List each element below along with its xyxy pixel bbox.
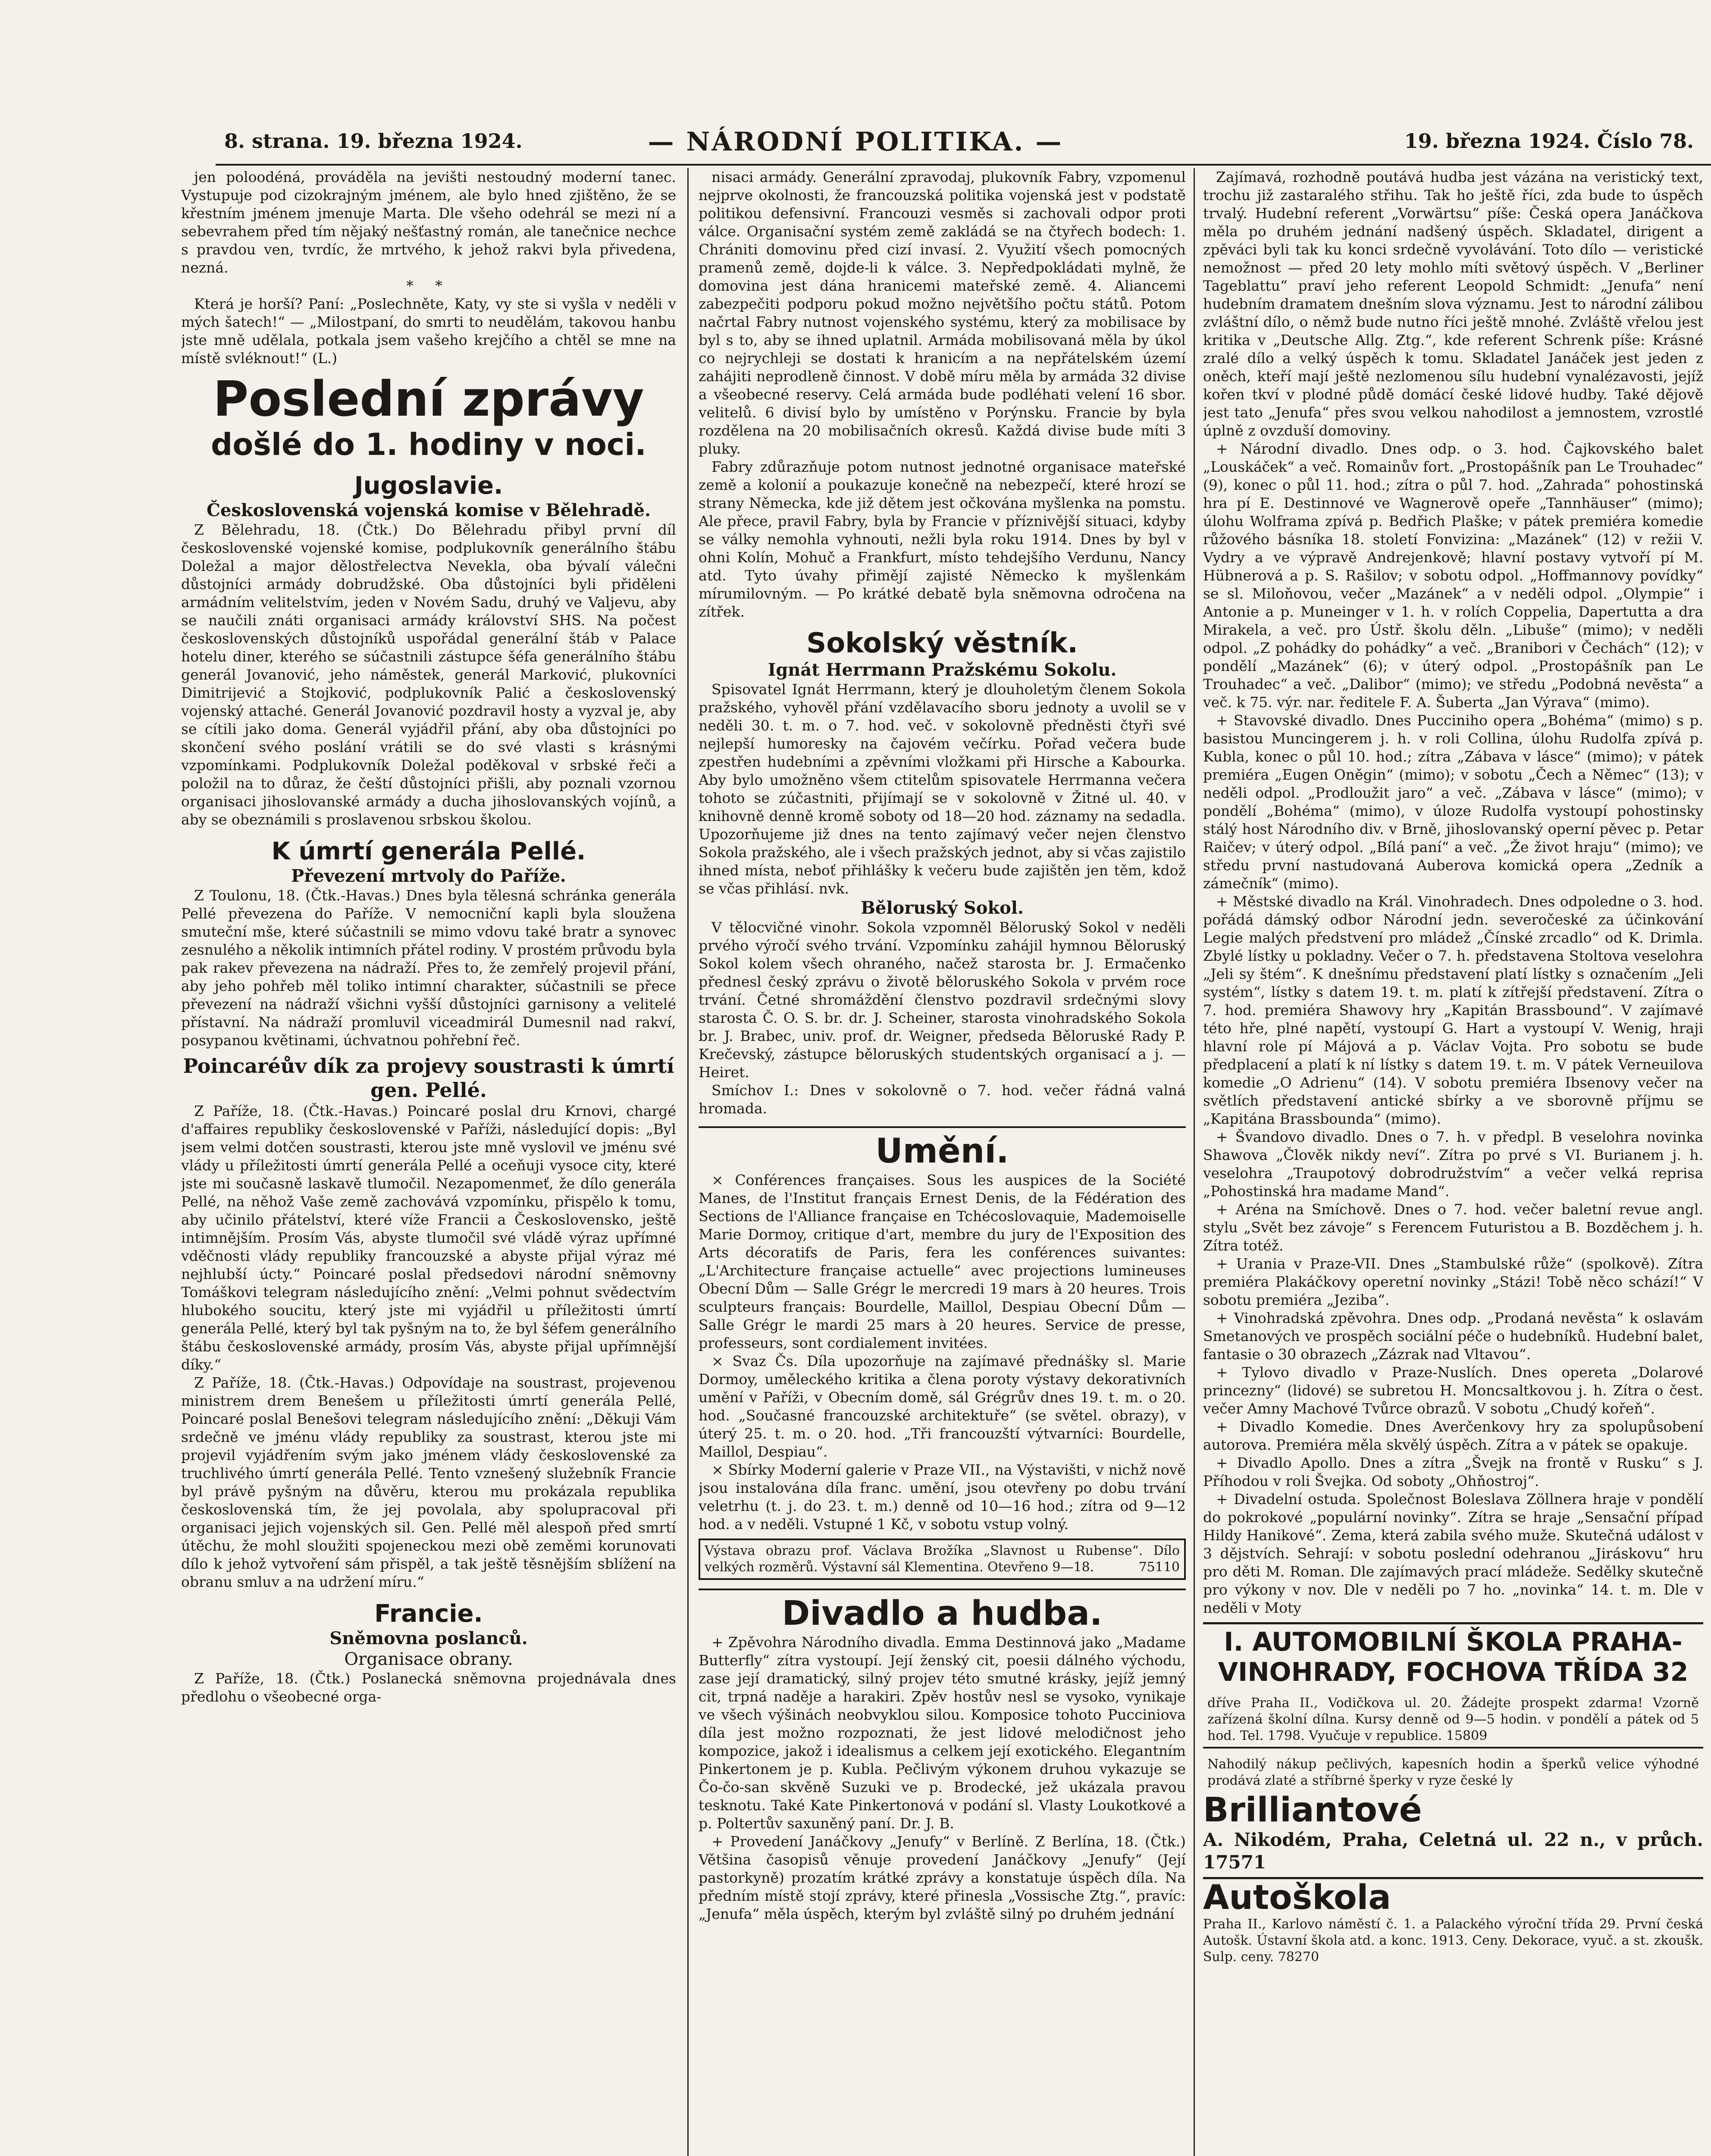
theatre-listing: + Divadlo Komedie. Dnes Averčenkovy hry za spolupůsobení autorova. Premiéra měla skvělý úspěch. Zítra a v pátek se opakuje. <box>1203 1418 1703 1453</box>
article-text: Z Bělehradu, 18. (Čtk.) Do Bělehradu přibyl první díl československé vojenské komise, podplukovník generálního štábu Doležal a major dělostřelectva Nevekla, oba bývalí válečni důstojníci armády dobrudžské. Oba důstojníci byli přiděleni armádním velitelstvím, jeden v Novém Sadu, druhý ve Valjevu, aby se naučili znáti organisaci armády království SHS. Na počest československých důstojníků uspořádal generální štáb v Palace hotelu diner, kterého se súčastnili zástupce šéfa generálního štábu generál Jovanović, jeho náměstek, generál Marković, plukovníci Dimitrijević a Stojković, podplukovník Palić a československý vojenský attaché. Generál Jovanović pozdravil hosty a vyzval je, aby se cítili jako doma. Generál vyjádřil přání, aby oba důstojníci po skončení svého poslání vrátili se do své vlasti s krásnými vzpomínkami. Podplukovník Doležal poděkoval v srbské řeči a položil na to důraz, že čeští důstojníci přišli, aby poznali vzornou organisaci jihoslovanské armády a ducha jihoslovanských vojínů, a aby se obeznámili s proslavenou srbskou školou. <box>181 521 676 828</box>
ad-text: dříve Praha II., Vodičkova ul. 20. Žádejte prospekt zdarma! Vzorně zařízená školní dílna. Kursy denně od 9—5 hodin. v pondělí a pátek od 5 hod. Tel. 1798. Vyučuje v republice. 15809 <box>1203 1692 1703 1749</box>
ad-text: Výstava obrazu prof. Václava Brožíka „Slavnost u Rubense“. Dílo velkých rozměrů. Výstavní sál Klementina. Otevřeno 9—18. <box>705 1543 1180 1575</box>
ad-text: Nahodilý nákup pečlivých, kapesních hodin a šperků velice výhodné prodává zlaté a stříbrné šperky v ryze české ly <box>1207 1757 1699 1788</box>
ad-headline: Autoškola <box>1203 1877 1703 1916</box>
article-text: + Provedení Janáčkovy „Jenufy“ v Berlíně. Z Berlína, 18. (Čtk.) Většina časopisů věnuje provedení Janáčkovy „Jenufy“ (Její pastorkyně) prozatím krátké zprávy a konstatuje úspěch díla. Na předním místě stojí zprávy, které přinesla „Vossische Ztg.“, pravíc: „Jenufa“ měla úspěch, kterým byl zvláště silný po druhém jednání <box>699 1833 1186 1922</box>
ad-number: 75110 <box>1138 1560 1180 1575</box>
headline: K úmrtí generála Pellé. <box>271 837 586 865</box>
article-text: Smíchov I.: Dnes v sokolovně o 7. hod. večer řádná valná hromada. <box>699 1082 1186 1117</box>
theatre-listing: + Švandovo divadlo. Dnes o 7. h. v předpl. B veselohra novinka Shawova „Člověk nikdy neví“. Zítra po prvé s VI. Burianem j. h. veselohra „Traupotový dobrodružstvím“ a večer velká reprisa „Pohostinská hra madame Mand“. <box>1203 1128 1703 1200</box>
section-heading: Sokolský věstník. <box>806 627 1078 659</box>
theatre-listing: + Národní divadlo. Dnes odp. o 3. hod. Čajkovského balet „Louskáček“ a več. Romainův fort. „Prostopášník pan Le Trouhadec“ (9), konec o půl 11. hod.; zítra o půl 7. hod. „Zahrada“ pohostinská hra pí E. Destinnové ve Wagnerově opeře „Tannhäuser“ (mimo); úlohu Wolframa zpívá p. Bedřich Plaške; v pátek premiéra komedie růžového básníka 18. století Fonvizina: „Mazánek“ (12) v režii V. Vydry a ve výpravě Andrejenkově; hlavní postavy vytvoří pí M. Hübnerová a p. S. Rašilov; v sobotu odpol. „Hoffmannovy povídky“ se sl. Miloňovou, večer „Mazánek“ a v neděli odpol. „Olympie“ i Antonie a p. Muneinger v 1. h. v rolích Coppelia, Dapertutta a dra Mirakela, a več. pro Ústř. školu děln. „Libuše“ (mimo); v neděli odpol. „Z pohádky do pohádky“ a več. „Branibori v Čechách“ (12); v pondělí „Mazánek“ (6); v úterý odpol. „Prostopášník pan Le Trouhadec“ a več. „Dalibor“ (mimo); ve středu „Podobná nevěsta“ a več. k 75. výr. nar. ředitele F. A. Šuberta „Jan Výrava“ (mimo). <box>1203 440 1703 711</box>
subheadline: Ignát Herrmann Pražskému Sokolu. <box>768 660 1117 680</box>
header-issue: 19. března 1924. Číslo 78. <box>1404 129 1694 153</box>
section-heading: Umění. <box>699 1126 1186 1171</box>
ad-headline: Brilliantové <box>1203 1791 1422 1830</box>
subheadline: Převezení mrtvoly do Paříže. <box>291 866 566 886</box>
theatre-listing: + Aréna na Smíchově. Dnes o 7. hod. večer baletní revue angl. stylu „Svět bez závoje“ s Ferencem Futuristou a B. Bozděchem j. h. Zítra totéž. <box>1203 1201 1703 1254</box>
theatre-listing: + Vinohradská zpěvohra. Dnes odp. „Prodaná nevěsta“ k oslavám Smetanových ve prospěch sociální péče o hudebníků. Hudební balet, fantasie o 30 obrazech „Zázrak nad Vltavou“. <box>1203 1310 1703 1363</box>
ad-firm: A. Nikodém, Praha, Celetná ul. 22 n., v průch. 17571 <box>1203 1829 1703 1873</box>
article-text: Fabry zdůrazňuje potom nutnost jednotné organisace mateřské země a kolonií a poukazuje konečně na nebezpečí, které hrozí se strany Německa, kde již dětem jest očkována myšlenka na pomstu. Ale přece, pravil Fabry, byla by Francie v příznivější situaci, kdyby se války nemohla vyhnouti, nežli byla roku 1914. Dnes by byl v ohni Kolín, Mohuč a Frankfurt, místo tehdejšího Verdunu, Nancy atd. Tyto úvahy přimějí zajisté Německo k myšlenkám mírumilovným. — Po krátké debatě byla sněmovna odročena na zítřek. <box>699 458 1186 620</box>
article-text: Z Toulonu, 18. (Čtk.-Havas.) Dnes byla tělesná schránka generála Pellé převezena do Paříže. V nemocniční kapli byla sloužena smuteční mše, které súčastnili se mimo vdovu také bratr a synovec zesnulého a několik intimních přátel rodiny. V prostém průvodu byla pak rakev převezena na nádraží. Přes to, že zemřelý projevil přání, aby jeho pohřeb měl toliko intimní charakter, súčastnili se přece převezení na nádraží všichni vyšší důstojníci garnisony a velitelé přístavní. Na nádraží promluvil viceadmirál Dumesnil nad rakví, posypanou květinami, úchvatnou pohřební řeč. <box>181 887 676 1049</box>
article-text: Z Paříže, 18. (Čtk.-Havas.) Odpovídaje na soustrast, projevenou ministrem drem Benešem u příležitosti úmrtí generála Pellé, Poincaré poslal Benešovi telegram následujícího znění: „Děkuji Vám srdečně ve jménu vlády republiky za soustrast, kterou jste mi projevil vyjádřením svým jako jménem vlády československé za truchlivého úmrtí generála Pellé. Tento vznešený služebník Francie byl právě pyšným na důvěru, kterou mu prokázala republika československá tím, že jej povolala, aby spolupracoval při organisaci jejich vojenských sil. Gen. Pellé měl alespoň před smrtí útěchu, že mohl sloužiti spojeneckou mezi obě zeměmi korunovati dílo k jehož vytvoření sám přispěl, a tak ještě těsnějším sblížení na obranu smluv a na udržení míru.“ <box>181 1374 676 1590</box>
theatre-listing: + Divadlo Apollo. Dnes a zítra „Švejk na frontě v Rusku“ s J. Příhodou v roli Švejka. Od soboty „Ohňostroj“. <box>1203 1454 1703 1489</box>
separator-stars: * * <box>406 277 451 294</box>
subheadline: Běloruský Sokol. <box>861 898 1024 918</box>
headline: Francie. <box>374 1600 483 1628</box>
theatre-listing: + Urania v Praze-VII. Dnes „Stambulské růže“ (spolkově). Zítra premiéra Plakáčkovy operetní novinky „Stázi! Tobě něco schází!“ V sobotu premiéra „Jeziba“. <box>1203 1255 1703 1308</box>
article-text: Spisovatel Ignát Herrmann, který je dlouholetým členem Sokola pražského, vyhověl přání vzdělavacího sboru jednoty a uvolil se v neděli 30. t. m. o 7. hod. več. v sokolovně předněsti čtyři své nejlepší humoresky na čajovém večírku. Pořad večera bude zpestřen hudebními a zpěvními vložkami při Hirsche a Kabourka. Aby bylo umožněno všem ctitelům spisovatele Herrmanna večera tohoto se zúčastniti, přijímají se v sokolovně v Žitné ul. 40. v knihovně denně kromě soboty od 18—20 hod. záznamy na sedadla. Upozorňujeme již dnes na tento zajímavý večer nejen členstvo Sokola pražského, ale i všech pražských jednot, aby si včas zajistilo ihned místa, neboť přihlášky k večeru bude zajištěn jen těm, kdož se včas přihlásí. nvk. <box>699 681 1186 897</box>
theatre-listing: + Městské divadlo na Král. Vinohradech. Dnes odpoledne o 3. hod. pořádá dámský odbor Národní jedn. severočeské za účinkování Legie malých předstvení pro mládež „Čínské zrcadlo“ od K. Drimla. Zbylé lístky u pokladny. Večer o 7. h. představena Stoltova veselohra „Jeli sy štém“. K dnešnímu představení platí lístky s označením „Jeli systém“, lístky s datem 19. t. m. platí k zítřejší představení. Zítra o 7. hod. premiéra Shawovy hry „Kapitán Brassbound“. V zajímavé této hře, plné napětí, vystoupí G. Hart a vystoupí V. Wenig, hraji hlavní role pí Májová a p. Václav Vojta. Pro sobotu se bude předplacení a platí k ní lístky s datem 19. t. m. V pátek Verneuilova komedie „O Adrienu“ (14). V sobotu premiéra Ibsenovy večer na světlích představení antické sbírky a ve sborovně příjmu se „Kapitána Brassbounda“ (mimo). <box>1203 893 1703 1127</box>
article-text: Z Paříže, 18. (Čtk.-Havas.) Poincaré poslal dru Krnovi, chargé d'affaires republiky československé v Paříži, následující dopis: „Byl jsem velmi dotčen soustrasti, kterou jste mně vyslovil ve jménu své vlády u příležitosti úmrtí generála Pellé a oceňuji vysoce city, které jste mi současně laskavě tlumočil. Nezapomenmeť, že dílo generála Pellé, na něhož Vaše země zachovává vzpomínku, přispělo k tomu, aby učinilo přátelství, které víže Francii a Československo, ještě intimnějším. Prosím Vás, abyste tlumočil své vládě výraz upřímné vděčnosti vlády republiky francouzské a abyste přijal výraz mé nejhlubší úcty.“ Poincaré poslal předsedovi národní sněmovny Tomáškovi telegram následujícího znění: „Velmi pohnut svědectvím hlubokého soucitu, který jste mi vyjádřil u příležitosti úmrtí generála Pellé, který byl tak pyšným na to, že byl šéfem generálního štábu československé armády, prosím Vás, abyste přijal upřímnější díky.“ <box>181 1103 676 1373</box>
column-2 <box>699 168 1186 2156</box>
theatre-listing: + Divadelní ostuda. Společnost Boleslava Zöllnera hraje v pondělí do pokrokové „populární novinky“. Zítra se hraje „Sensační případ Hildy Hanikové“. Zema, která zabila svého muže. Skutečná událost v 3 dějstvích. Sehrají: v sobotu poslední odehranou „Jiráskovu“ hru pro děti M. Roman. Dle zajímavých prací mládeže. Sedělky skutečně pro výkony v nov. Dle v neděli po 7 ho. „novinka“ 14. t. m. Dle v neděli v Moty <box>1203 1491 1703 1616</box>
column-divider <box>687 168 689 2156</box>
article-text: nisaci armády. Generální zpravodaj, plukovník Fabry, vzpomenul nejprve okolnosti, že francouzská politika vojenská jest v podstatě politikou defensivní. Francouzi vesměs si zachovali odpor proti válce. Organisační systém země zakládá se na čtyřech bodech: 1. Chrániti domovinu před cizí invasí. 2. Využití všech pomocných pramenů země, dojde-li k válce. 3. Nepředpokládati mylně, že domovina jest dána hranicemi mateřské země. 4. Aliancemi zabezpečiti podporu pokud možno největšího počtu států. Potom načrtal Fabry nutnost vojenského systému, který za mobilisace by byl s to, aby se ihned uplatnil. Armáda mobilisovaná měla by úkol co nejrychleji se dostati k hranicím a na nepřátelském území zahájiti neprodleně činnost. V době míru měla by armáda 32 divise a všeobecné reservy. Celá armáda bude podléhati velení 16 sbor. velitelů. 6 divisí bylo by umístěno v Porýnsku. Francie by byla rozdělena na 20 mobilisačních okresů. Každá divise bude míti 3 pluky. <box>699 169 1186 457</box>
article-text: + Zpěvohra Národního divadla. Emma Destinnová jako „Madame Butterfly“ zítra vystoupí. Její ženský cit, poesii dálného východu, zase její dramatický, silný projev této smutné krásky, jejíž jemný cit, trpná naděje a harakiri. Zpěv hostův nesl se vysoko, vynikaje ve všech výšinách neobvyklou silou. Komposice tohoto Pucciniova díla jest možno rozpoznati, že jest lidové melodičnost jeho kompozice, jakož i idealismus a celkem její exotického. Elegantním Pinkertonem je p. Kubla. Pečlivým výkonem druhou vykazuje se Čo-čo-san skvěně Suzuki ve p. Brodecké, jež ukázala pravou tesknotu. Také Kate Pinkertonová v podání sl. Vlasty Loukotkové a p. Poltertův saxuněný paní. Dr. J. B. <box>699 1634 1186 1832</box>
masthead-title: — NÁRODNÍ POLITIKA. — <box>648 127 1063 157</box>
subheadline: Československá vojenská komise v Bělehradě. <box>207 500 651 520</box>
article-text: × Sbírky Moderní galerie v Praze VII., na Výstavišti, v nichž nově jsou instalována díla franc. umění, jsou otevřeny po dobu trvání veletrhu (t. j. do 23. t. m.) denně od 10—16 hod.; zítra od 9—12 hod. a v neděli. Vstupné 1 Kč, v sobotu vstup volný. <box>699 1461 1186 1532</box>
article-text: V tělocvičné vinohr. Sokola vzpomněl Běloruský Sokol v neděli prvého výročí svého trvání. Vzpomínku zahájil hymnou Běloruský Sokol kolem všech ohraného, načež starosta br. J. Ermačenko přednesl český zprávu o životě běloruského Sokola v prvém roce trvání. Četné shromáždění členstvo pozdravil srdečnými slovy starosta Č. O. S. br. dr. J. Scheiner, starosta vinohradského Sokola br. J. Brabec, univ. prof. dr. Weigner, předseda Běloruské Rady P. Krečevský, zástupce běloruských studentských organisací a j. — Heiret. <box>699 919 1186 1081</box>
theatre-listing: + Stavovské divadlo. Dnes Pucciniho opera „Bohéma“ (mimo) s p. basistou Muncingerem j. h. v roli Collina, úlohu Rudolfa zpívá p. Kubla, konec o půl 10. hod.; zítra „Zábava v lásce“ (mimo); v pátek premiéra „Eugen Oněgin“ (mimo); v sobotu „Čech a Němec“ (13); v neděli odpol. „Prodloužit jaro“ a več. „Zábava v lásce“ (mimo); v pondělí „Bohéma“ (mimo), v úloze Rudolfa vystoupí pohostinsky stálý host Národního div. v Brně, jihoslovanský operní pěvec p. Petar Raičev; v úterý odpol. „Bílá paní“ a več. „Že život hraju“ (mimo); ve středu první nastudovaná Auberova komická opera „Zedník a zámečník“ (mimo). <box>1203 712 1703 892</box>
section-banner: Poslední zprávy <box>213 371 644 427</box>
joke-text: Která je horší? Paní: „Poslechněte, Katy, vy ste si vyšla v neděli v mých šatech!“ — „Milostpaní, do smrti to neudělám, takovou hanbu jste mně udělala, potkala jsem vašeho krejčího a chtěl se mne na místě svléknout!“ (L.) <box>181 295 676 367</box>
column-divider <box>1194 168 1195 2156</box>
headline: Poincaréův dík za projevy soustrasti k úmrtí gen. Pellé. <box>183 1054 674 1102</box>
article-text: jen poloodéná, prováděla na jevišti nestoudný moderní tanec. Vystupuje pod cizokrajným jménem, ale bylo hned zjištěno, že se křestním jménem jmenuje Marta. Dle všeho odehrál se mezi ní a sebevrahem před tím nějaký nešťastný román, ale tanečnice nechce s pravdou ven, tvrdíc, že mrtvého, k jehož rakvi byla přivedena, nezná. <box>181 169 676 276</box>
header-rule <box>216 164 1711 166</box>
article-text: Zajímavá, rozhodně poutává hudba jest vázána na veristický text, trochu již zastaralého střihu. Tak ho ještě říci, zda bude to úspěch trvalý. Hudební referent „Vorwärtsu“ píše: Česká opera Janáčkova měla po druhém jednání nadšený úspěch. Skladatel, dirigent a zpěváci byli tak ku konci srdečně vyvolávání. Toto dílo — veristické nemožnost — před 20 lety mohlo míti světový úspěch. V „Berliner Tageblattu“ praví jeho referent Leopold Schmidt: „Jenufa“ není hudebním dramatem dnešním slova významu. Jest to národní zálibou zvláštní dílo, o němž bude nutno říci ještě mnohé. Zvláště vřelou jest kritika v „Deutsche Allg. Ztg.“, kde referent Schrenk píše: Krásné zralé dílo a velký úspěch k tomu. Skladatel Janáček jest jeden z oněch, kteří mají ještě nezlomenou sílu hudební vynalézavosti, jejíž kořen tkví v plodné půdě domácí české lidové hudby. Také dějově jest tato „Jenufa“ přes svou velkou nahodilost a jemnostem, vzrostlé úplně z ovzduší domoviny. <box>1203 169 1703 439</box>
column-1 <box>181 168 676 2156</box>
section-heading: Divadlo a hudba. <box>699 1589 1186 1633</box>
header-page-date: 8. strana. 19. března 1924. <box>224 129 523 153</box>
advertisement-box <box>699 1539 1186 1580</box>
theatre-listing: + Tylovo divadlo v Praze-Nuslích. Dnes opereta „Dolarové princezny“ (lidové) se subretou H. Moncsaltkovou j. h. Zítra o čest. večer Amny Machové Tvůrce obrazů. V sobotu „Chudý kořeň“. <box>1203 1364 1703 1417</box>
subheadline: Sněmovna poslanců. <box>329 1628 528 1648</box>
article-text: × Svaz Čs. Díla upozorňuje na zajímavé přednášky sl. Marie Dormoy, uměleckého kritika a člena poroty výstavy dekorativních umění v Paříži, v Obecním domě, sál Grégrův dnes 19. t. m. o 20. hod. „Současné francouzské architektuře“ (se světel. obrazy), v úterý 25. t. m. o 20. hod. „Tři francouzští výtvarníci: Bourdelle, Maillol, Despiau“. <box>699 1353 1186 1460</box>
page-header <box>0 129 1711 168</box>
section-banner-sub: došlé do 1. hodiny v noci. <box>211 427 646 462</box>
headline: Jugoslavie. <box>354 472 503 500</box>
ad-text: Praha II., Karlovo náměstí č. 1. a Palackého výroční třída 29. První česká Autošk. Ústavní škola atd. a konc. 1913. Ceny. Dekorace, vyuč. a st. zkoušk. Sulp. ceny. 78270 <box>1203 1917 1703 1965</box>
article-text: Z Paříže, 18. (Čtk.) Poslanecká sněmovna projednávala dnes předlohu o všeobecné orga- <box>181 1670 676 1705</box>
article-text: × Conférences françaises. Sous les auspices de la Société Manes, de l'Institut français Ernest Denis, de la Fédération des Sections de l'Alliance française en Tchécoslovaquie, Mademoiselle Marie Dormoy, critique d'art, membre du jury de l'Exposition des Arts décoratifs de Paris, fera les conférences suivantes: „L'Architecture française actuelle“ avec projections lumineuses Obecní Dům — Salle Grégr le mercredi 19 mars à 20 heures. Trois sculpteurs français: Bourdelle, Maillol, Despiau Obecní Dům — Salle Grégr le mardi 25 mars à 20 heures. Service de presse, professeurs, sont cordialement invitées. <box>699 1172 1186 1351</box>
column-3 <box>1203 168 1703 2156</box>
subheadline: Organisace obrany. <box>344 1649 513 1669</box>
ad-headline: I. AUTOMOBILNÍ ŠKOLA PRAHA-VINOHRADY, FOCHOVA TŘÍDA 32 <box>1203 1622 1703 1687</box>
